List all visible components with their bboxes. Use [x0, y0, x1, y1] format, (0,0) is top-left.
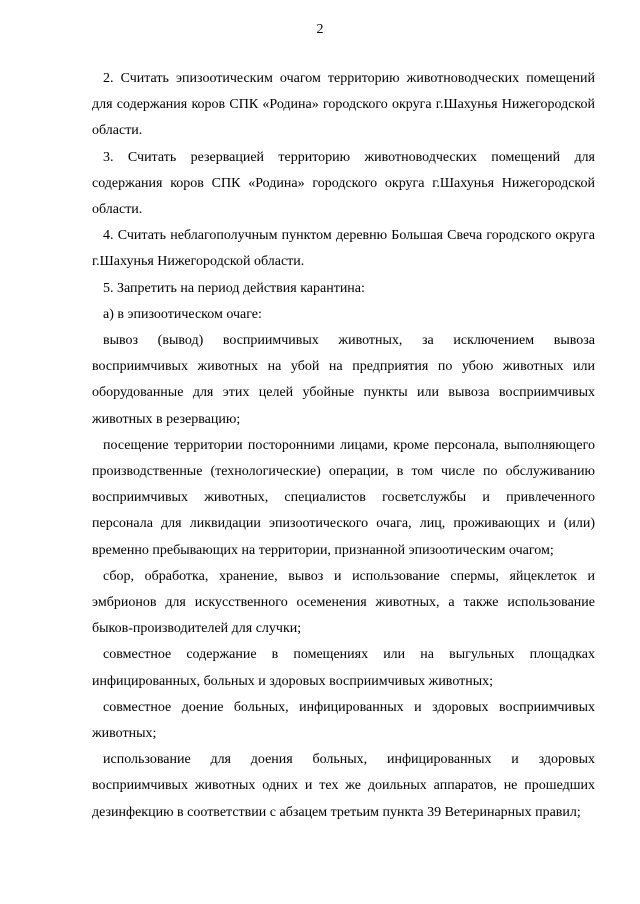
page-number: 2: [316, 22, 324, 37]
paragraph-item-3: 3. Считать резервацией территорию животноводческих помещений для содержания коров СПК «Родина» городского округа г.Шахунья Нижегородской области.: [92, 149, 595, 218]
paragraph-visiting: посещение территории посторонними лицами, кроме персонала, выполняющего производственные (технологические) операции, в том числе по обслуживанию восприимчивых животных, специалистов госветслужбы и привлеченного персонала для ликвидации эпизоотического очага, лиц, проживающих и (или) временно пребывающих на территории, признанной эпизоотическим очагом;: [92, 437, 595, 558]
paragraph-removal: вывоз (вывод) восприимчивых животных, за исключением вывоза восприимчивых животных на убой на предприятия по убою животных или оборудованные для этих целей убойные пункты или вывоза восприимчивых животных в резервацию;: [92, 333, 595, 427]
document-body: [92, 66, 595, 826]
paragraph-milking-machines: использование для доения больных, инфицированных и здоровых восприимчивых животных одних и тех же доильных аппаратов, не прошедших дезинфекцию в соответствии с абзацем третьим пункта 39 Ветеринарных правил;: [92, 752, 595, 820]
paragraph-joint-keeping: совместное содержание в помещениях или на выгульных площадках инфицированных, больных и здоровых восприимчивых животных;: [92, 647, 595, 689]
paragraph-item-4: 4. Считать неблагополучным пунктом деревню Большая Свеча городского округа г.Шахунья Нижегородской области.: [92, 228, 595, 270]
paragraph-semen: сбор, обработка, хранение, вывоз и использование спермы, яйцеклеток и эмбрионов для искусственного осеменения животных, а также использование быков-производителей для случки;: [92, 568, 595, 637]
subparagraph-a: а) в эпизоотическом очаге:: [103, 306, 262, 322]
paragraph-joint-milking: совместное доение больных, инфицированных и здоровых восприимчивых животных;: [92, 699, 595, 742]
paragraph-item-5: 5. Запретить на период действия карантина:: [103, 280, 365, 296]
paragraph-item-2: 2. Считать эпизоотическим очагом территорию животноводческих помещений для содержания коров СПК «Родина» городского округа г.Шахунья Нижегородской области.: [92, 71, 595, 139]
